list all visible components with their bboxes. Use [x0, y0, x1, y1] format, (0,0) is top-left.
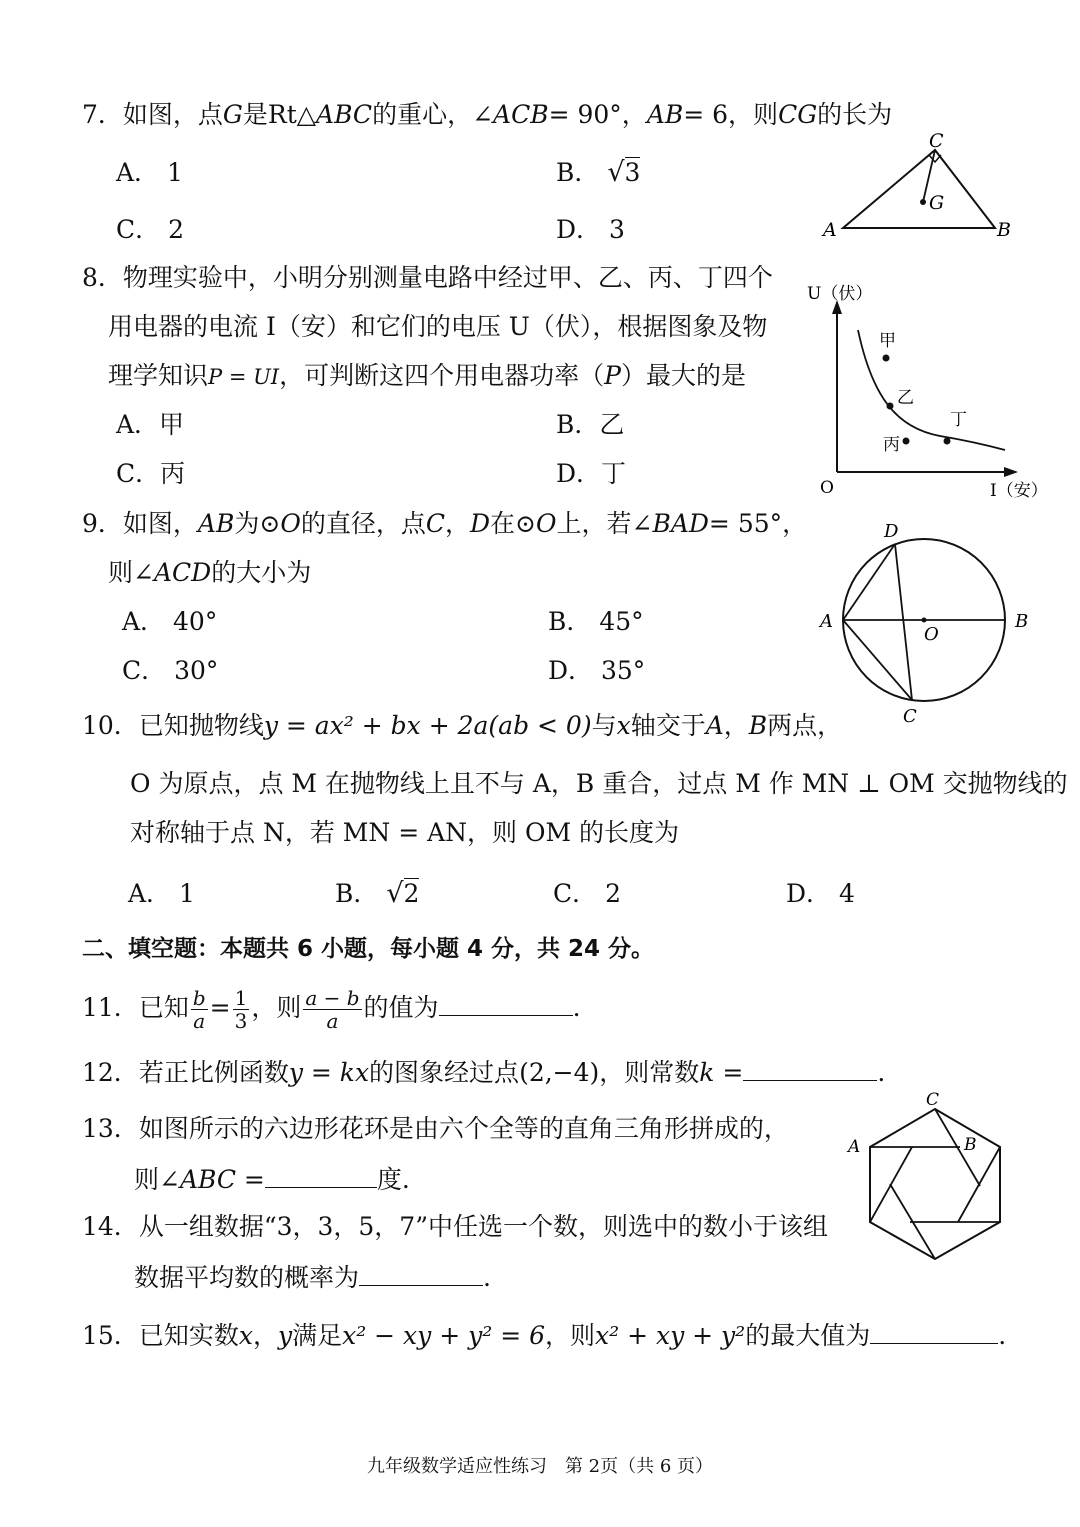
- fraction-b-over-a: $\frac{b}{a}$: [192, 986, 206, 1033]
- q13-number: 13．: [82, 1114, 139, 1143]
- fraction-a-minus-b-over-a: $\frac{a - b}{a}$: [305, 986, 360, 1033]
- q11-answer-blank[interactable]: [439, 989, 573, 1016]
- point-jia: [883, 355, 890, 362]
- q8-label-ding: 丁: [950, 410, 967, 430]
- page-footer: 九年级数学适应性练习 第 2页（共 6 页）: [366, 1456, 714, 1477]
- q9-label-c: C: [903, 706, 917, 727]
- q7-label-g: G: [929, 192, 945, 214]
- sqrt-symbol: √: [607, 157, 625, 188]
- q8-option-a: A．甲: [116, 410, 185, 439]
- q9-option-c: C． 30°: [122, 656, 219, 685]
- q7-stem: 7．如图，点G是Rt△ABC的重心，∠ACB= 90°，AB= 6，则CG的长为: [82, 100, 893, 129]
- q8-x-axis-label: I（安）: [990, 481, 1048, 501]
- q12-stem: 12．若正比例函数y = kx的图象经过点(2,−4)，则常数k = .: [82, 1054, 885, 1090]
- q9-label-d: D: [884, 521, 899, 542]
- q13-label-a: A: [848, 1137, 861, 1157]
- q7-number: 7．: [82, 100, 123, 129]
- q7-label-c: C: [929, 130, 944, 152]
- q13-line1: 13．如图所示的六边形花环是由六个全等的直角三角形拼成的，: [82, 1114, 789, 1143]
- q7-option-d: D． 3: [556, 215, 625, 244]
- q10-line2: O 为原点，点 M 在抛物线上且不与 A，B 重合，过点 M 作 MN ⊥ OM 交抛物线的: [130, 769, 1068, 798]
- q14-line1: 14．从一组数据“3，3，5，7”中任选一个数，则选中的数小于该组: [82, 1212, 828, 1241]
- q8-line1: 8．物理实验中，小明分别测量电路中经过甲、乙、丙、丁四个: [82, 263, 773, 292]
- q8-option-b: B．乙: [556, 410, 625, 439]
- q7-option-c: C． 2: [116, 215, 184, 244]
- q8-line2: 用电器的电流 I（安）和它们的电压 U（伏），根据图象及物: [108, 312, 768, 341]
- q8-label-yi: 乙: [897, 388, 914, 408]
- q12-number: 12．: [82, 1058, 139, 1087]
- q9-option-a: A． 40°: [122, 607, 218, 636]
- q9-number: 9．: [82, 509, 123, 538]
- q15-number: 15．: [82, 1321, 139, 1350]
- q8-label-bing: 丙: [883, 435, 900, 455]
- q8-line3: 理学知识P = UI，可判断这四个用电器功率（P）最大的是: [108, 361, 746, 390]
- q7-triangle-figure: [815, 128, 1025, 243]
- q9-circle-figure: [810, 515, 1040, 730]
- point-yi: [887, 403, 894, 410]
- q8-option-d: D．丁: [556, 459, 627, 488]
- q10-option-d: D． 4: [786, 879, 855, 908]
- q8-y-axis-label: U（伏）: [807, 284, 873, 304]
- q7-option-b: B． √3: [556, 157, 641, 188]
- q9-option-b: B． 45°: [548, 607, 644, 636]
- sqrt-symbol: √: [386, 878, 404, 909]
- q8-option-c: C．丙: [116, 459, 186, 488]
- q7-label-a: A: [823, 219, 837, 241]
- q9-line1: 9．如图，AB为⊙O的直径，点C，D在⊙O上，若∠BAD= 55°，: [82, 509, 808, 538]
- q9-line2: 则∠ACD的大小为: [108, 558, 312, 587]
- q13-label-b: B: [964, 1135, 977, 1155]
- q10-number: 10．: [82, 711, 139, 740]
- q9-label-o: O: [924, 624, 939, 645]
- q9-option-d: D． 35°: [548, 656, 646, 685]
- point-bing: [903, 438, 910, 445]
- sqrt-radicand: 3: [624, 158, 641, 187]
- q9-label-b: B: [1015, 611, 1029, 632]
- q7-label-b: B: [997, 219, 1011, 241]
- q8-origin-label: O: [820, 478, 834, 498]
- q14-answer-blank[interactable]: [359, 1259, 483, 1286]
- q13-line2: 则∠ABC = 度.: [134, 1161, 410, 1197]
- q10-option-c: C． 2: [553, 879, 621, 908]
- q14-line2: 数据平均数的概率为 .: [134, 1259, 491, 1295]
- q13-label-c: C: [926, 1090, 940, 1110]
- q10-line3: 对称轴于点 N，若 MN = AN，则 OM 的长度为: [130, 818, 680, 847]
- q9-label-a: A: [820, 611, 833, 632]
- q8-ui-graph: [800, 278, 1060, 508]
- q11-stem: 11．已知 $\frac{b}{a}$ = $\frac{1}{3}$ ，则 $\frac{a - b}{a}$ 的值为 .: [82, 986, 581, 1033]
- point-ding: [944, 438, 951, 445]
- q13-answer-blank[interactable]: [265, 1161, 377, 1188]
- q7-option-a: A． 1: [116, 158, 183, 187]
- q15-answer-blank[interactable]: [870, 1317, 998, 1344]
- sqrt-radicand: 2: [403, 879, 420, 908]
- q8-label-jia: 甲: [879, 331, 896, 351]
- q10-option-a: A． 1: [128, 879, 195, 908]
- q12-answer-blank[interactable]: [743, 1054, 877, 1081]
- q14-number: 14．: [82, 1212, 139, 1241]
- q11-number: 11．: [82, 993, 139, 1022]
- q13-hexagon-figure: [840, 1088, 1020, 1278]
- q15-stem: 15．已知实数x，y满足x² − xy + y² = 6，则x² + xy + y²的最大值为 .: [82, 1317, 1006, 1353]
- fraction-one-third: $\frac{1}{3}$: [234, 986, 248, 1033]
- q10-option-b: B． √2: [335, 878, 420, 909]
- q8-number: 8．: [82, 263, 123, 292]
- section-2-heading: 二、填空题：本题共 6 小题，每小题 4 分，共 24 分。: [82, 936, 655, 962]
- q10-line1: 10．已知抛物线y = ax² + bx + 2a(ab < 0)与x轴交于A，B两点，: [82, 711, 843, 740]
